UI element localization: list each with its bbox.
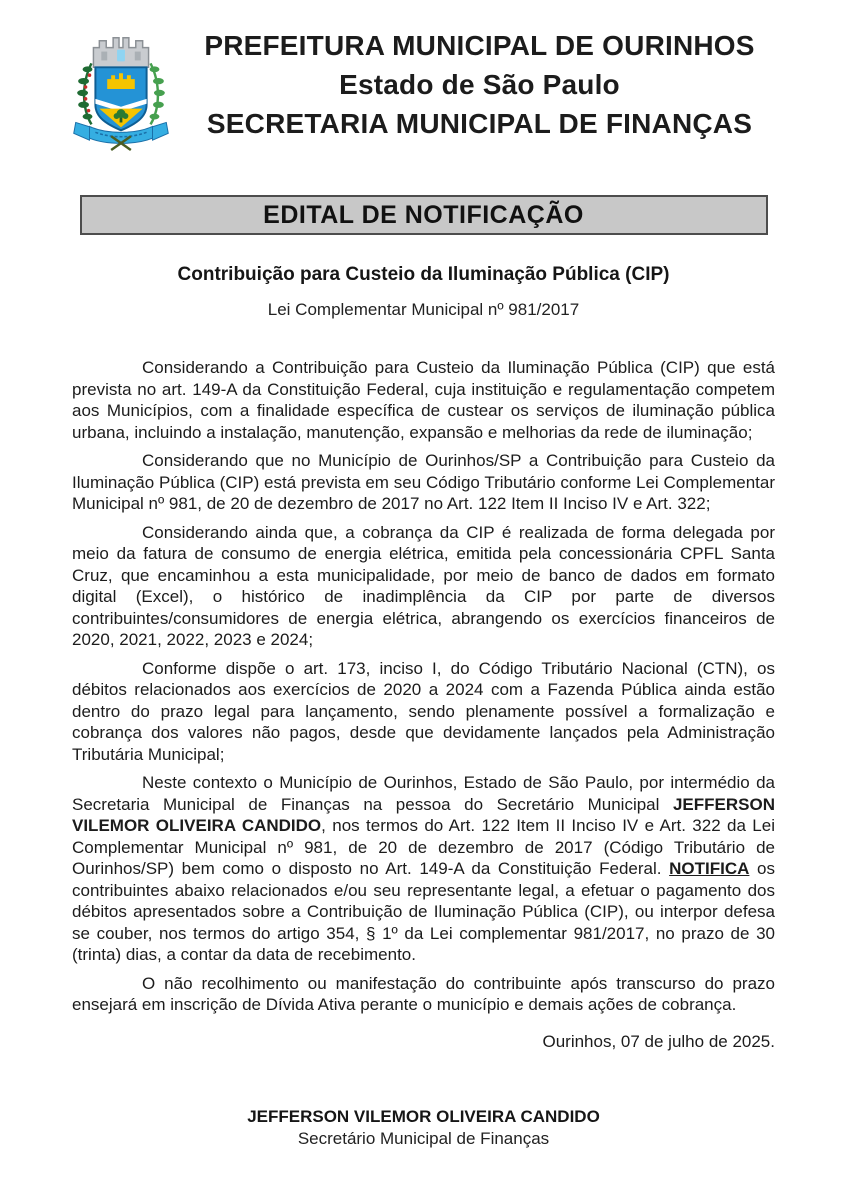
paragraph-considerando-3 [72,522,775,651]
paragraph-divida-ativa [72,973,775,1016]
subject-title: Contribuição para Custeio da Iluminação Pública (CIP) [177,264,670,285]
coat-of-arms-icon [60,24,182,152]
text-segment: , nos termos do Art. 122 Item II Inciso IV e Art. 322 da Lei Complementar Municipal nº 981, de 20 de dezembro de 2017 (Código Tributário de Ourinhos/SP) bem como o disposto no Art. 149-A da Constituição Federal. [72,816,775,878]
paragraph-considerando-1 [72,357,775,443]
edital-banner [80,195,768,235]
paragraph-ctn [72,658,775,766]
paragraph-notifica [72,772,775,966]
document-body [72,357,775,1016]
text-segment: NOTIFICA [669,859,750,878]
shield-icon [95,67,146,130]
laurel-branch-right-icon [150,63,165,124]
signature-role: Secretário Municipal de Finanças [297,1128,550,1148]
letterhead-line-secretaria: SECRETARIA MUNICIPAL DE FINANÇAS [206,108,753,139]
text-segment: Considerando a Contribuição para Custeio da Iluminação Pública (CIP) que está prevista no art. 149-A da Constituição Federal, cuja instituição e regulamentação competem aos Municípios, com a finalidade específica de custear os serviços de iluminação pública urbana, incluindo a instalação, manutenção, expansão e melhorias da rede de iluminação; [72,358,775,442]
text-segment: JEFFERSON VILEMOR OLIVEIRA CANDIDO [72,794,775,835]
text-segment: Neste contexto o Município de Ourinhos, Estado de São Paulo, por intermédio da Secretaria Municipal de Finanças na pessoa do Secretário Municipal [72,773,775,814]
edital-banner-title: EDITAL DE NOTIFICAÇÃO [263,200,584,229]
signature-block [0,1106,847,1150]
text-segment: Considerando ainda que, a cobrança da CIP é realizada de forma delegada por meio da fatura de consumo de energia elétrica, emitida pela concessionária CPFL Santa Cruz, que encaminhou a esta municipalidade, por meio de banco de dados em formato digital (Excel), o histórico de inadimplência da CIP por parte de diversos contribuintes/consumidores de energia elétrica, abrangendo os exercícios financeiros de 2020, 2021, 2022, 2023 e 2024; [72,522,775,649]
mural-crown-icon [93,38,148,68]
paragraph-considerando-2 [72,450,775,515]
subject-subtitle: Lei Complementar Municipal nº 981/2017 [267,300,580,319]
letterhead-line-prefeitura: PREFEITURA MUNICIPAL DE OURINHOS [204,30,755,61]
text-segment: os contribuintes abaixo relacionados e/ou seu representante legal, a efetuar o pagamento dos débitos apresentados sobre a Contribuição de Iluminação Pública (CIP), ou interpor defesa se couber, nos termos do artigo 354, § 1º da Lei complementar 981/2017, no prazo de 30 (trinta) dias, a contar da data de recebimento. [72,859,775,964]
text-segment: Conforme dispõe o art. 173, inciso I, do Código Tributário Nacional (CTN), os débitos relacionados aos exercícios de 2020 a 2024 com a Fazenda Pública ainda estão dentro do prazo legal para lançamento, sendo plenamente possível a formalização e cobrança dos valores não pagos, desde que devidamente lançados pela Administração Tributária Municipal; [72,658,775,764]
laurel-branch-left-icon [77,63,92,124]
signature-name: JEFFERSON VILEMOR OLIVEIRA CANDIDO [247,1106,600,1126]
fort-emblem-icon [107,73,135,89]
dateline: Ourinhos, 07 de julho de 2025. [542,1031,775,1051]
letterhead-line-estado: Estado de São Paulo [339,69,620,100]
text-segment: Considerando que no Município de Ourinhos/SP a Contribuição para Custeio da Iluminação Pública (CIP) está prevista em seu Código Tributário conforme Lei Complementar Municipal nº 981, de 20 de dezembro de 2017 no Art. 122 Item II Inciso IV e Art. 322; [72,451,775,513]
text-segment: O não recolhimento ou manifestação do contribuinte após transcurso do prazo ensejará em inscrição de Dívida Ativa perante o município e demais ações de cobrança. [72,973,775,1014]
letterhead [0,0,847,152]
letterhead-text [182,24,777,143]
municipal-coat-of-arms [60,24,182,152]
